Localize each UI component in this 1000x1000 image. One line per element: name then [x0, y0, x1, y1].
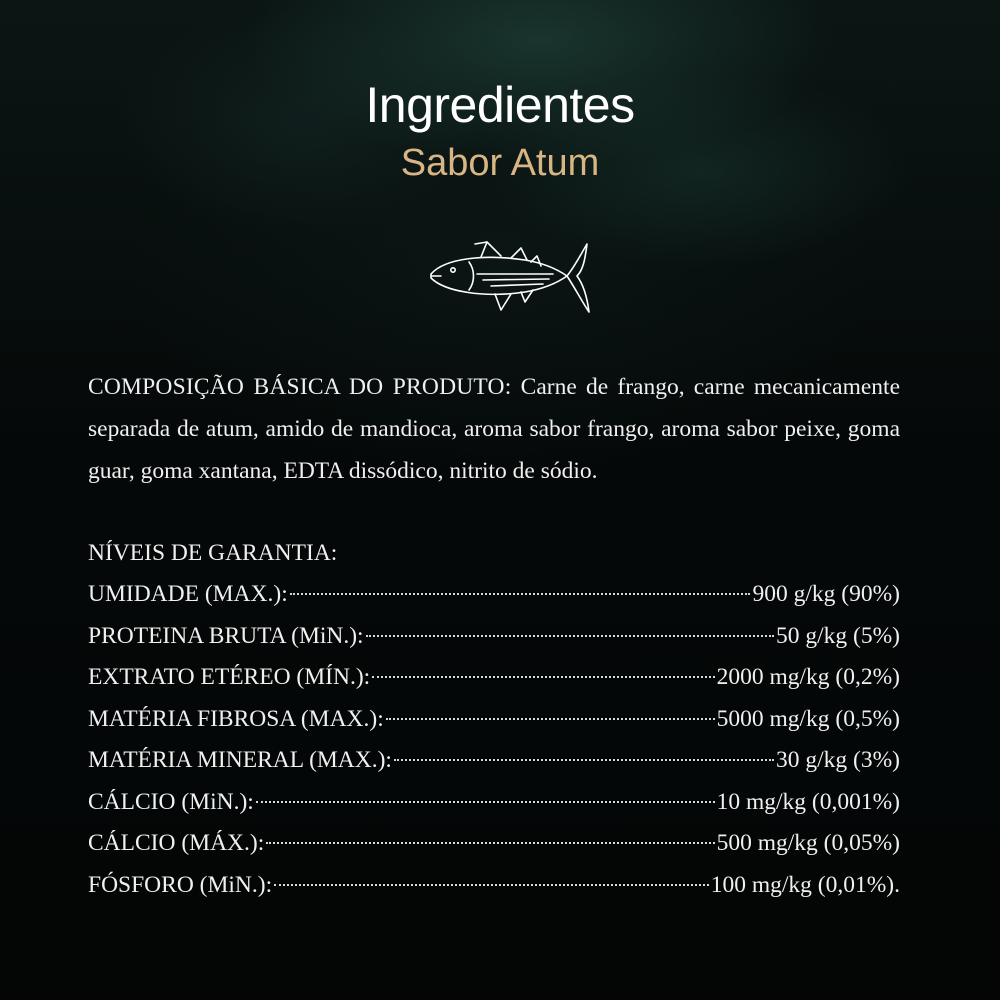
levels-title: NÍVEIS DE GARANTIA:	[88, 540, 338, 566]
level-name: CÁLCIO (MiN.):	[88, 788, 254, 815]
level-name: MATÉRIA FIBROSA (MAX.):	[88, 705, 384, 732]
level-value: 5000 mg/kg (0,5%)	[716, 705, 900, 732]
dot-leader	[394, 759, 774, 761]
level-row-calcio-max	[88, 823, 900, 865]
dot-leader	[274, 884, 709, 886]
dot-leader	[256, 801, 715, 803]
composition-paragraph	[88, 366, 900, 492]
level-name: CÁLCIO (MÁX.):	[88, 830, 265, 856]
level-name: EXTRATO ETÉREO (MÍN.):	[88, 664, 371, 690]
level-row-extrato	[88, 657, 900, 699]
dot-leader	[386, 718, 715, 720]
dot-leader	[290, 593, 751, 595]
composition-text: Carne de frango, carne mecanicamente separada de atum, amido de mandioca, aroma sabor frango, aroma sabor peixe, goma guar, goma xantana, EDTA dissódico, nitrito de sódio.	[88, 374, 901, 484]
page-subtitle: Sabor Atum	[400, 142, 600, 184]
level-value: 30 g/kg (3%)	[775, 747, 900, 773]
dot-leader	[266, 842, 714, 844]
guarantee-levels	[88, 532, 900, 906]
dot-leader	[372, 676, 714, 678]
level-value: 50 g/kg (5%)	[775, 622, 900, 649]
level-name: FÓSFORO (MiN.):	[88, 871, 273, 898]
page-title: Ingredientes	[365, 77, 635, 133]
level-row-fibrosa	[88, 699, 900, 741]
level-value: 900 g/kg (90%)	[752, 581, 900, 607]
level-name: MATÉRIA MINERAL (MAX.):	[88, 747, 392, 773]
level-row-mineral	[88, 740, 900, 782]
level-row-proteina	[88, 616, 900, 658]
fish-icon	[425, 236, 595, 320]
dot-leader	[366, 635, 774, 637]
level-name: UMIDADE (MAX.):	[88, 581, 288, 607]
level-row-fosforo	[88, 865, 900, 907]
level-value: 2000 mg/kg (0,2%)	[716, 664, 900, 690]
level-value: 500 mg/kg (0,05%)	[716, 830, 900, 856]
composition-label: COMPOSIÇÃO BÁSICA DO PRODUTO:	[88, 374, 512, 400]
level-row-calcio-min	[88, 782, 900, 824]
level-value: 10 mg/kg (0,001%)	[716, 788, 900, 815]
level-name: PROTEINA BRUTA (MiN.):	[88, 622, 364, 649]
level-row-umidade	[88, 574, 900, 616]
level-value: 100 mg/kg (0,01%).	[710, 871, 900, 898]
